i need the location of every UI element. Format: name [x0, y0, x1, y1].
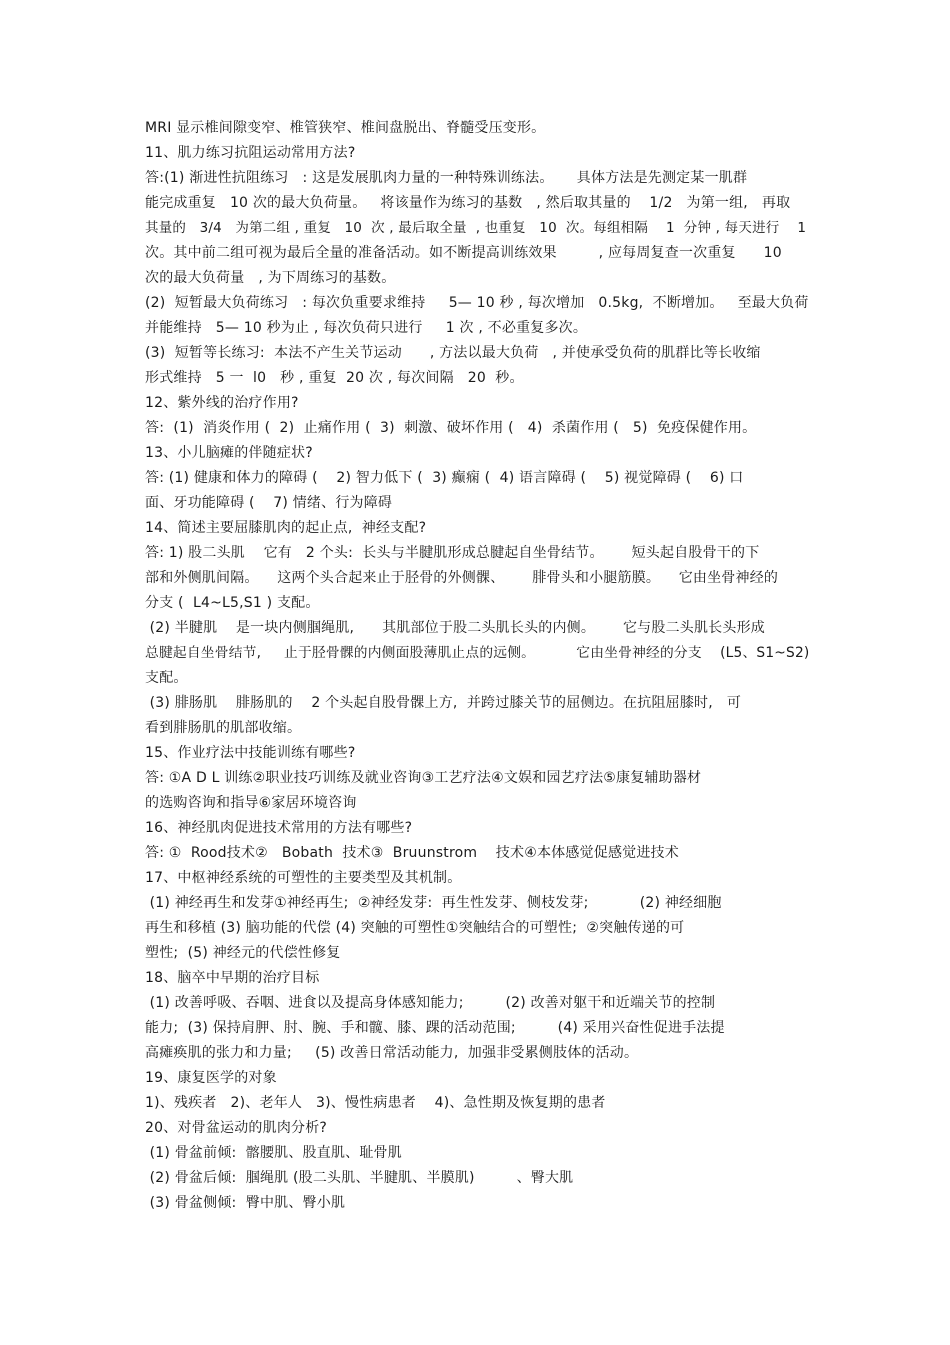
text-line: 次。其中前二组可视为最后全量的准备活动。如不断提高训练效果 , 应每周复查一次重复 10 — [145, 245, 782, 261]
text-line: 答: (1) 消炎作用 ( 2) 止痛作用 ( 3) 刺激、破坏作用 ( 4) 杀菌作用 ( 5) 免疫保健作用。 — [145, 420, 757, 436]
question-heading: 14、简述主要屈膝肌肉的起止点, 神经支配? — [145, 520, 427, 536]
text-line: 答: ① Rood技术② Bobath 技术③ Bruunstrom 技术④本体感觉促感觉进技术 — [145, 845, 679, 861]
text-line: (3) 骨盆侧倾: 臀中肌、臀小肌 — [145, 1195, 346, 1211]
text-line: (2) 半腱肌 是一块内侧腘绳肌, 其肌部位于股二头肌长头的内侧。 它与股二头肌长头形成 — [145, 620, 765, 636]
text-line: 答: 1) 股二头肌 它有 2 个头: 长头与半腱肌形成总腱起自坐骨结节。 短头起自股骨干的下 — [145, 545, 760, 561]
question-heading: 13、小儿脑瘫的伴随症状? — [145, 445, 313, 461]
question-heading: 19、康复医学的对象 — [145, 1070, 277, 1086]
question-heading: 20、对骨盆运动的肌肉分析? — [145, 1120, 328, 1136]
text-line: 塑性; (5) 神经元的代偿性修复 — [145, 945, 341, 961]
text-line: 看到腓肠肌的肌部收缩。 — [145, 720, 302, 736]
question-heading: 12、紫外线的治疗作用? — [145, 395, 299, 411]
question-heading: 15、作业疗法中技能训练有哪些? — [145, 745, 356, 761]
text-line: 答: (1) 健康和体力的障碍 ( 2) 智力低下 ( 3) 癫痫 ( 4) 语言障碍 ( 5) 视觉障碍 ( 6) 口 — [145, 470, 744, 486]
text-line: 答: ①A D L 训练②职业技巧训练及就业咨询③工艺疗法④文娱和园艺疗法⑤康复辅助器材 — [145, 770, 702, 786]
text-line: 分支 ( L4~L5,S1 ) 支配。 — [145, 595, 320, 611]
text-line: 并能维持 5— 10 秒为止 , 每次负荷只进行 1 次 , 不必重复多次。 — [145, 320, 588, 336]
text-line: (1) 改善呼吸、吞咽、进食以及提高身体感知能力; (2) 改善对躯干和近端关节的控制 — [145, 995, 716, 1011]
text-line: 高瘫痪肌的张力和力量; (5) 改善日常活动能力, 加强非受累侧肢体的活动。 — [145, 1045, 639, 1061]
text-line: (2) 短暂最大负荷练习 : 每次负重要求维持 5— 10 秒 , 每次增加 0.5kg, 不断增加。 至最大负荷 — [145, 295, 809, 311]
question-heading: 18、脑卒中早期的治疗目标 — [145, 970, 320, 986]
question-heading: 11、肌力练习抗阻运动常用方法? — [145, 145, 356, 161]
text-line: 答:(1) 渐进性抗阻练习 : 这是发展肌肉力量的一种特殊训练法。 具体方法是先测定某一肌群 — [145, 170, 748, 186]
text-line: 总腱起自坐骨结节, 止于胫骨髁的内侧面股薄肌止点的远侧。 它由坐骨神经的分支 (L5、S1~S2) — [145, 645, 810, 661]
text-line: MRI 显示椎间隙变窄、椎管狭窄、椎间盘脱出、脊髓受压变形。 — [145, 120, 546, 136]
question-heading: 17、中枢神经系统的可塑性的主要类型及其机制。 — [145, 870, 462, 886]
text-line: (1) 神经再生和发芽①神经再生; ②神经发芽: 再生性发芽、侧枝发芽; (2) 神经细胞 — [145, 895, 722, 911]
text-line: (3) 短暂等长练习: 本法不产生关节运动 , 方法以最大负荷 , 并使承受负荷的肌群比等长收缩 — [145, 345, 761, 361]
text-line: (2) 骨盆后倾: 腘绳肌 (股二头肌、半腱肌、半膜肌) 、臀大肌 — [145, 1170, 574, 1186]
text-line: (1) 骨盆前倾: 髂腰肌、股直肌、耻骨肌 — [145, 1145, 402, 1161]
text-line: 部和外侧肌间隔。 这两个头合起来止于胫骨的外侧髁、 腓骨头和小腿筋膜。 它由坐骨神经的 — [145, 570, 779, 586]
text-line: 再生和移植 (3) 脑功能的代偿 (4) 突触的可塑性①突触结合的可塑性; ②突触传递的可 — [145, 920, 685, 936]
text-line: 形式维持 5 一 l0 秒 , 重复 20 次 , 每次间隔 20 秒。 — [145, 370, 524, 386]
text-line: (3) 腓肠肌 腓肠肌的 2 个头起自股骨髁上方, 并跨过膝关节的屈侧边。在抗阻屈膝时, 可 — [145, 695, 742, 711]
text-line: 次的最大负荷量 , 为下周练习的基数。 — [145, 270, 396, 286]
text-line: 的选购咨询和指导⑥家居环境咨询 — [145, 795, 357, 811]
text-line: 能完成重复 10 次的最大负荷量。 将该量作为练习的基数 , 然后取其量的 1/2 为第一组, 再取 — [145, 195, 791, 211]
text-line: 其量的 3/4 为第二组 , 重复 10 次 , 最后取全量 , 也重复 10 次。每组相隔 1 分钟 , 每天进行 1 — [145, 220, 807, 236]
text-line: 能力; (3) 保持肩胛、肘、腕、手和髋、膝、踝的活动范围; (4) 采用兴奋性促进手法提 — [145, 1020, 725, 1036]
text-line: 支配。 — [145, 670, 188, 686]
question-heading: 16、神经肌肉促进技术常用的方法有哪些? — [145, 820, 413, 836]
text-line: 1)、残疾者 2)、老年人 3)、慢性病患者 4)、急性期及恢复期的患者 — [145, 1095, 606, 1111]
text-line: 面、牙功能障碍 ( 7) 情绪、行为障碍 — [145, 495, 393, 511]
